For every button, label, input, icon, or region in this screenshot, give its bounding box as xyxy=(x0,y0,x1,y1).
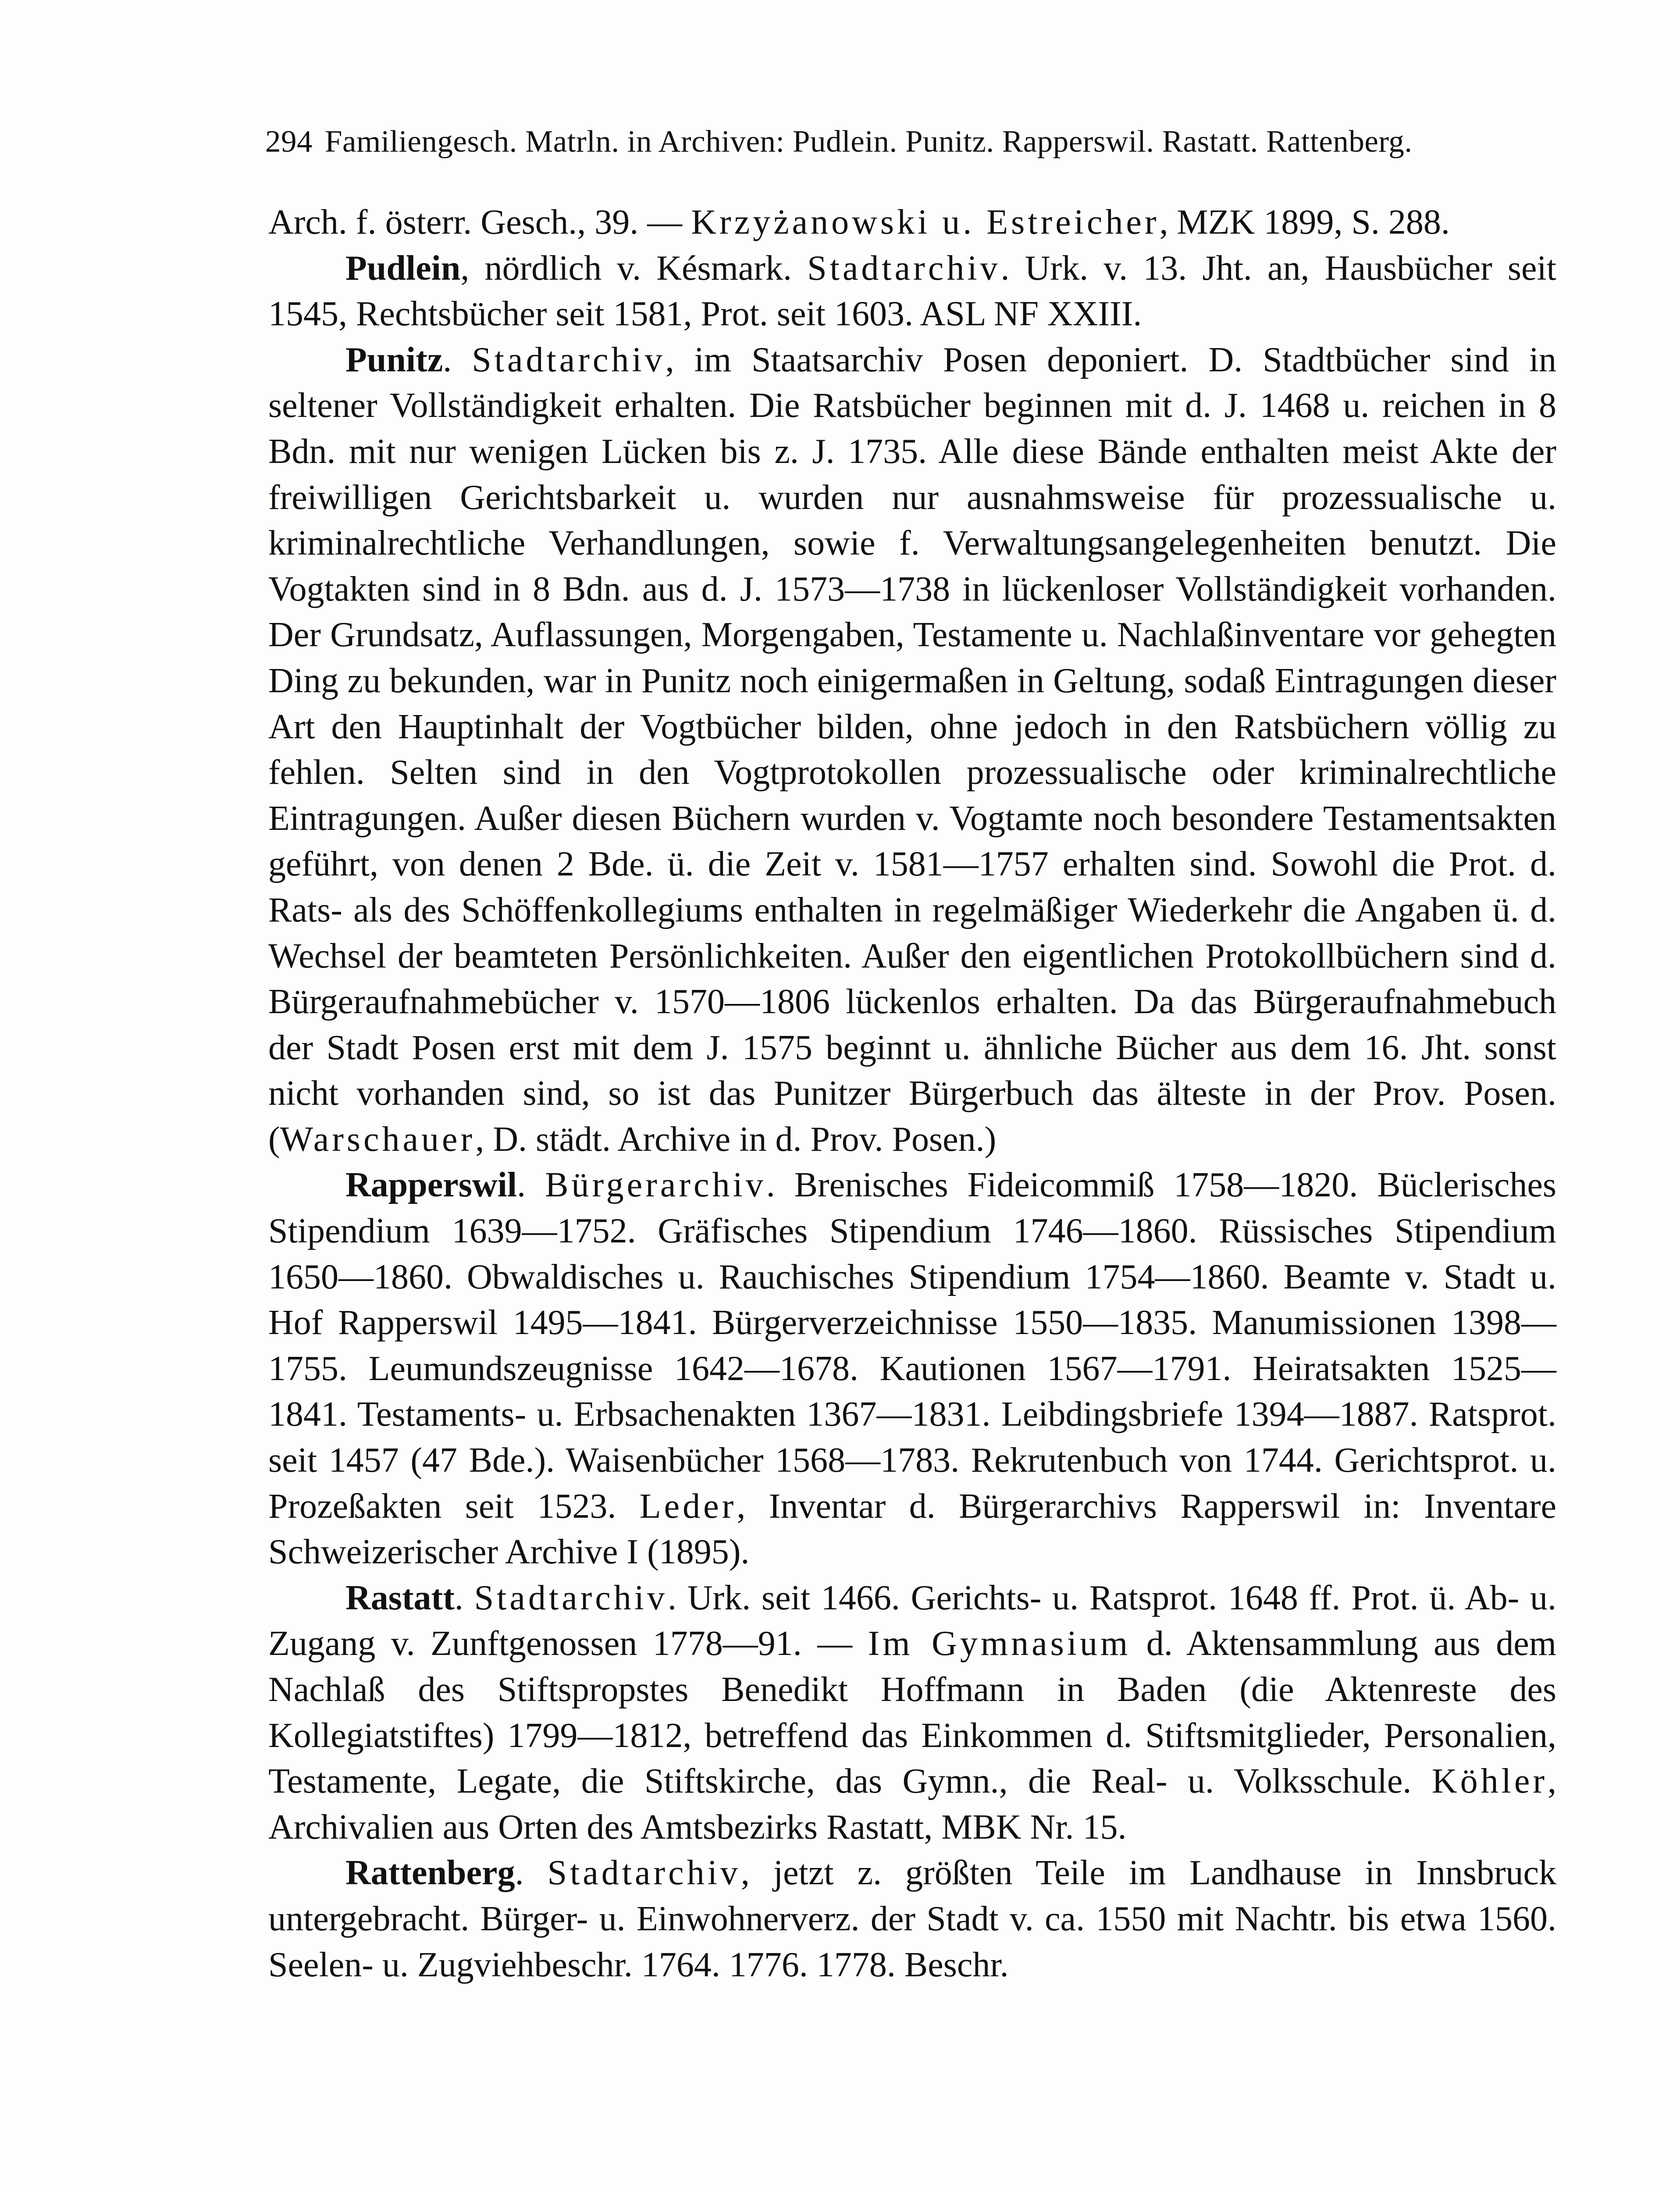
text-run: , Inventar d. Bürgerarchivs Rapperswil in: Inventare Schweizerischer Archive I (1895). xyxy=(268,1487,1556,1572)
entry-keyword: Rapperswil xyxy=(345,1166,517,1205)
running-title: Familiengesch. Matrln. in Archiven: Pudlein. Punitz. Rapperswil. Rastatt. Rattenberg. xyxy=(325,125,1413,159)
spaced-term: Bürgerarchiv xyxy=(545,1166,766,1205)
entry-keyword: Pudlein xyxy=(345,249,461,288)
text-run: , D. städt. Archive in d. Prov. Posen.) xyxy=(475,1120,997,1159)
spaced-term: Stadtarchiv xyxy=(474,1578,668,1617)
running-header xyxy=(265,124,1541,160)
spaced-term: Stadtarchiv xyxy=(547,1854,741,1893)
entry-keyword: Punitz xyxy=(345,340,443,379)
spaced-term: Stadtarchiv xyxy=(472,340,666,379)
text-run: . xyxy=(454,1578,474,1617)
entry-rattenberg xyxy=(268,1850,1556,1988)
spaced-term: Stadtarchiv xyxy=(807,249,1001,288)
text-run: , MZK 1899, S. 288. xyxy=(1159,203,1450,242)
page-number: 294 xyxy=(265,125,313,159)
spaced-term: Köhler xyxy=(1431,1762,1548,1801)
text-run: , nördlich v. Késmark. xyxy=(460,249,808,288)
entry-punitz xyxy=(268,337,1556,1163)
spaced-term: Leder xyxy=(639,1487,737,1526)
text-run: . Urk. v. 13. Jht. an, Hausbücher seit 1545, Rechtsbücher seit 1581, Prot. seit 1603. ASL NF XXIII. xyxy=(268,249,1556,334)
spaced-term: Im Gymnasium xyxy=(868,1624,1131,1663)
text-run: , jetzt z. größten Teile im Landhause in Innsbruck untergebracht. Bürger- u. Einwohnerverz. der Stadt v. ca. 1550 mit Nachtr. bis etwa 1560. Seelen- u. Zugviehbeschr. 1764. 1776. 1778. Beschr. xyxy=(268,1854,1556,1984)
text-run: , im Staatsarchiv Posen deponiert. D. Stadtbücher sind in seltener Vollständigkeit erhalten. Die Ratsbücher beginnen mit d. J. 1468 u. reichen in 8 Bdn. mit nur wenigen Lücken bis z. J. 1735. Alle diese Bände enthalten meist Akte der freiwilligen Gerichtsbarkeit u. wurden nur ausnahmsweise für prozessualische u. kriminalrechtliche Verhandlungen, sowie f. Verwaltungsangelegenheiten benutzt. Die Vogtakten sind in 8 Bdn. aus d. J. 1573—1738 in lückenloser Vollständigkeit vorhanden. Der Grundsatz, Auflassungen, Morgengaben, Testamente u. Nachlaßinventare vor gehegten Ding zu bekunden, war in Punitz noch einigermaßen in Geltung, sodaß Eintragungen dieser Art den Hauptinhalt der Vogtbücher bilden, ohne jedoch in den Ratsbüchern völlig zu fehlen. Selten sind in den Vogtprotokollen prozessualische oder kriminalrechtliche Eintragungen. Außer diesen Büchern wurden v. Vogtamte noch besondere Testamentsakten geführt, von denen 2 Bde. ü. die Zeit v. 1581—1757 erhalten sind. Sowohl die Prot. d. Rats- als des Schöffenkollegiums enthalten in regelmäßiger Wiederkehr die Angaben ü. d. Wechsel der beamteten Persönlichkeiten. Außer den eigentlichen Protokollbüchern sind d. Bürgeraufnahmebücher v. 1570—1806 lückenlos erhalten. Da das Bürgeraufnahmebuch der Stadt Posen erst mit dem J. 1575 beginnt u. ähnliche Bücher aus dem 16. Jht. sonst nicht vorhanden sind, so ist das Punitzer Bürgerbuch das älteste in der Prov. Posen. ( xyxy=(268,340,1556,1159)
text-run: d. Aktensammlung aus dem Nachlaß des Stiftspropstes Benedikt Hoffmann in Baden (die Aktenreste des Kollegiatstiftes) 1799—1812, betreffend das Einkommen d. Stiftsmitglieder, Personalien, Testamente, Legate, die Stiftskirche, das Gymn., die Real- u. Volksschule. xyxy=(268,1624,1556,1801)
entry-keyword: Rattenberg xyxy=(345,1854,515,1893)
spaced-term: Warschauer xyxy=(280,1120,476,1159)
text-run: . xyxy=(443,340,472,379)
text-run: . Urk. seit 1466. Gerichts- u. Ratsprot. 1648 ff. Prot. ü. Ab- u. Zugang v. Zunftgenossen 1778—91. — xyxy=(268,1578,1557,1663)
main-text xyxy=(268,199,1556,1988)
entry-rapperswil xyxy=(268,1162,1556,1575)
text-run: . xyxy=(517,1166,545,1205)
spaced-term: Krzyżanowski u. Estreicher xyxy=(691,203,1160,242)
text-run: . Brenisches Fideicommiß 1758—1820. Büclerisches Stipendium 1639—1752. Gräfisches Stipendium 1746—1860. Rüssisches Stipendium 1650—1860. Obwaldisches u. Rauchisches Stipendium 1754—1860. Beamte v. Stadt u. Hof Rapperswil 1495—1841. Bürgerverzeichnisse 1550—1835. Manumissionen 1398—1755. Leumundszeugnisse 1642—1678. Kautionen 1567—1791. Heiratsakten 1525—1841. Testaments- u. Erbsachenakten 1367—1831. Leibdingsbriefe 1394—1887. Ratsprot. seit 1457 (47 Bde.). Waisenbücher 1568—1783. Rekrutenbuch von 1744. Gerichtsprot. u. Prozeßakten seit 1523. xyxy=(268,1166,1557,1526)
text-run: . xyxy=(515,1854,548,1893)
entry-keyword: Rastatt xyxy=(345,1578,455,1617)
entry-pudlein xyxy=(268,246,1556,337)
paragraph-continuation xyxy=(268,199,1556,246)
text-run: , Archivalien aus Orten des Amtsbezirks Rastatt, MBK Nr. 15. xyxy=(268,1762,1556,1847)
text-run: Arch. f. österr. Gesch., 39. — xyxy=(268,203,691,242)
entry-rastatt xyxy=(268,1575,1556,1850)
